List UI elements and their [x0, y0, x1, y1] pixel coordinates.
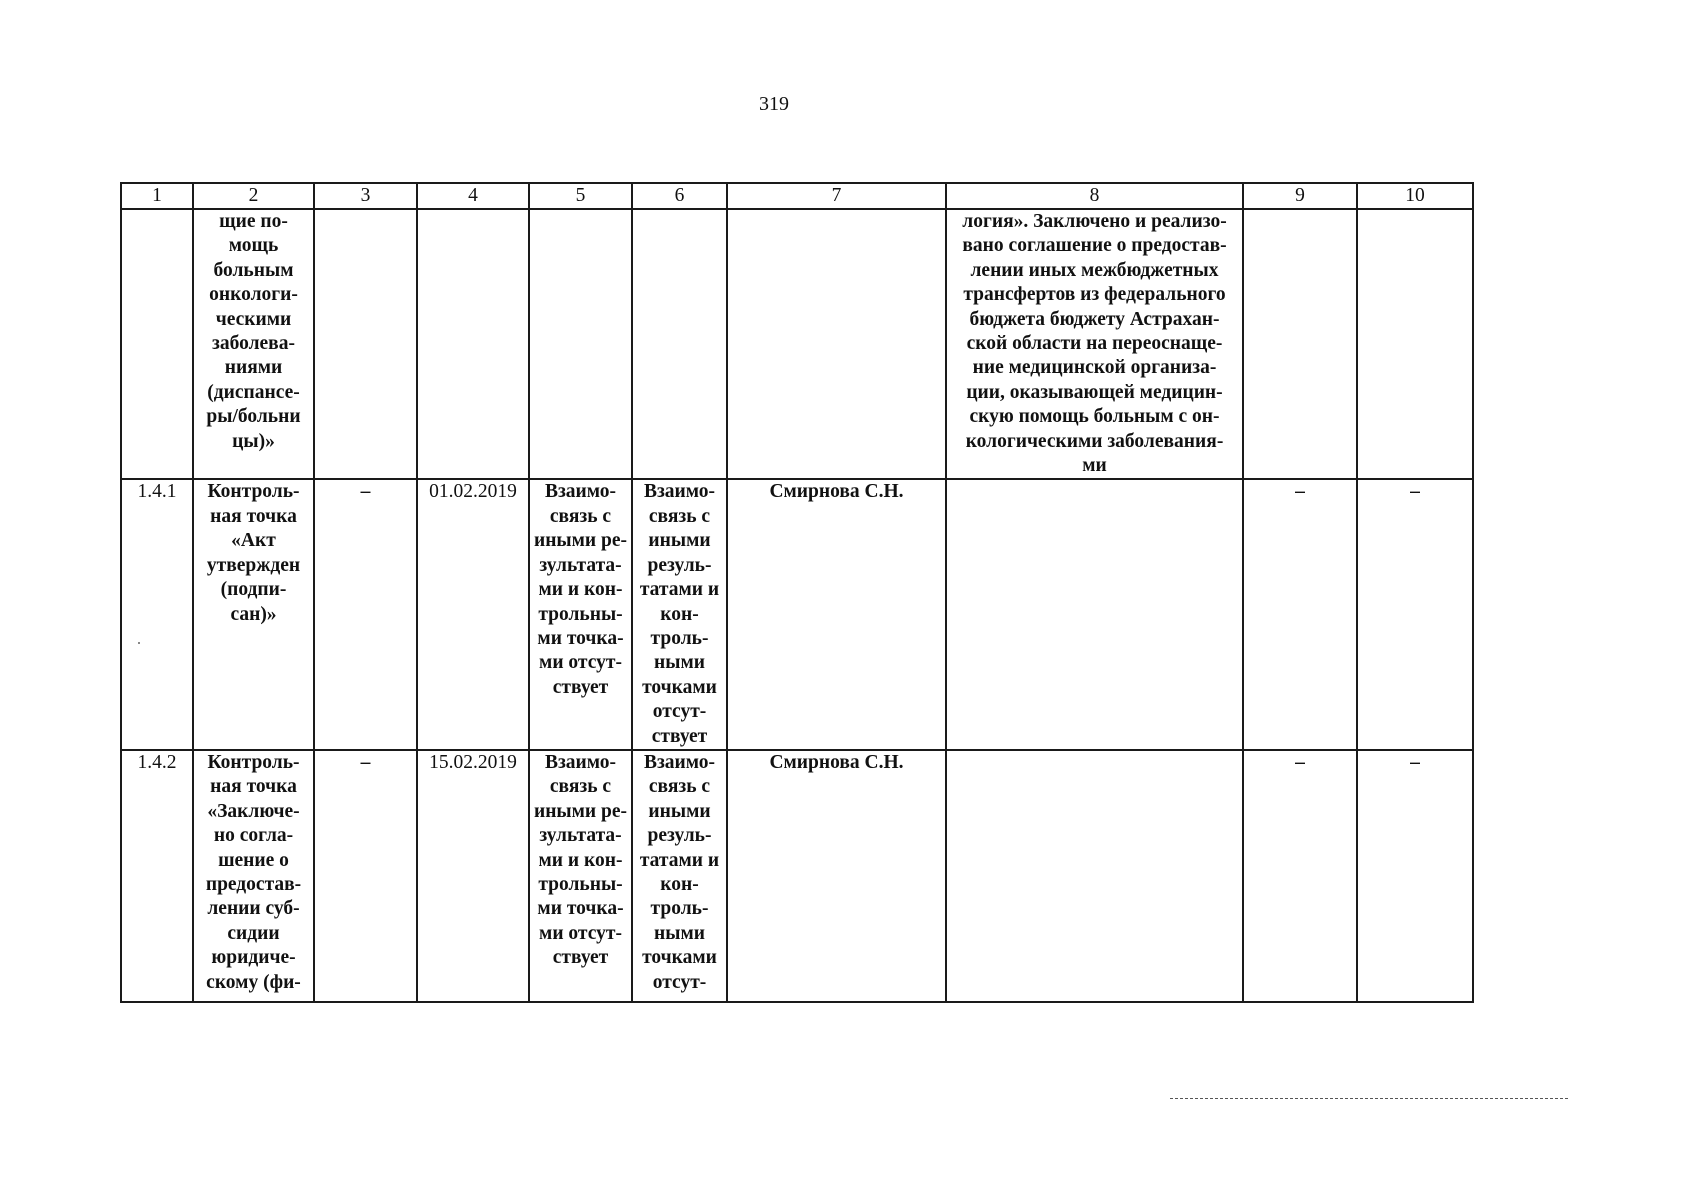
cell-text: 1.4.1: [137, 481, 177, 503]
table-cell: [193, 750, 314, 1002]
table-cell: [314, 209, 417, 479]
table-cell: [632, 479, 727, 749]
column-header: 2: [193, 183, 314, 209]
table-cell: [529, 479, 632, 749]
table-cell: [121, 479, 193, 749]
column-header: 4: [417, 183, 529, 209]
column-header: 3: [314, 183, 417, 209]
table-cell: [417, 209, 529, 479]
column-header: 8: [946, 183, 1243, 209]
table-cell: [193, 479, 314, 749]
scan-speck: [138, 642, 140, 644]
table-cell: [1357, 750, 1473, 1002]
table-row: [121, 209, 1473, 479]
cell-text: Взаимо- связь с иными резуль- татами и кон- троль- ными точками отсут- ствует: [639, 481, 720, 747]
cell-text: щие по- мощь больным онкологи- ческими заболева- ниями (диспансе- ры/больни цы)»: [206, 211, 301, 452]
table-cell: [1357, 479, 1473, 749]
table-cell: [121, 750, 193, 1002]
table-cell: [1243, 750, 1357, 1002]
table-cell: [529, 209, 632, 479]
cell-text: –: [360, 481, 371, 503]
header-row: [121, 183, 1473, 209]
cell-text: Смирнова С.Н.: [769, 481, 904, 503]
cell-text: Взаимо- связь с иными резуль- татами и кон- троль- ными точками отсут-: [639, 751, 720, 993]
table-cell: [632, 209, 727, 479]
column-header: 9: [1243, 183, 1357, 209]
table-cell: [727, 209, 946, 479]
page-number: 319: [759, 93, 789, 115]
table-cell: [946, 209, 1243, 479]
cell-text: Взаимо- связь с иными ре- зультата- ми и кон- трольны- ми точка- ми отсут- ствует: [533, 751, 628, 969]
cell-text: 1.4.2: [137, 751, 177, 773]
cell-text: 01.02.2019: [429, 481, 517, 503]
table-cell: [1357, 209, 1473, 479]
cell-text: 15.02.2019: [429, 751, 517, 773]
table-cell: [727, 479, 946, 749]
table-cell: [417, 479, 529, 749]
table-row: [121, 479, 1473, 749]
table-cell: [529, 750, 632, 1002]
table-cell: [1243, 479, 1357, 749]
column-header: 7: [727, 183, 946, 209]
table-cell: [314, 750, 417, 1002]
cell-text: –: [1295, 751, 1305, 773]
column-header: 5: [529, 183, 632, 209]
cell-text: Смирнова С.Н.: [769, 751, 904, 773]
cell-text: Контроль- ная точка «Акт утвержден (подпи- сан)»: [206, 481, 301, 625]
cell-text: –: [360, 751, 371, 773]
table-cell: [946, 750, 1243, 1002]
table-cell: [417, 750, 529, 1002]
table-cell: [314, 479, 417, 749]
cell-text: Взаимо- связь с иными ре- зультата- ми и кон- трольны- ми точка- ми отсут- ствует: [533, 481, 628, 698]
cell-text: –: [1410, 751, 1420, 773]
table-cell: [1243, 209, 1357, 479]
cell-text: Контроль- ная точка «Заключе- но согла- шение о предостав- лении суб- сидии юридиче- скому (фи-: [205, 751, 302, 993]
cell-text: –: [1410, 481, 1420, 503]
table-row: [121, 750, 1473, 1002]
column-header: 1: [121, 183, 193, 209]
table-cell: [727, 750, 946, 1002]
document-table: [120, 182, 1474, 1003]
cell-text: –: [1295, 481, 1305, 503]
table-cell: [632, 750, 727, 1002]
scan-artifact-line: [1170, 1098, 1568, 1101]
table-cell: [121, 209, 193, 479]
table-cell: [193, 209, 314, 479]
cell-text: логия». Заключено и реализо- вано соглашение о предостав- лении иных межбюджетных трансфертов из федерального бюджета бюджету Астрахан- ской области на переоснаще- ние медицинской организа- ции, оказывающей медицин- скую помощь больным с он- кологическими заболевания- ми: [962, 211, 1227, 477]
table-cell: [946, 479, 1243, 749]
column-header: 10: [1357, 183, 1473, 209]
column-header: 6: [632, 183, 727, 209]
